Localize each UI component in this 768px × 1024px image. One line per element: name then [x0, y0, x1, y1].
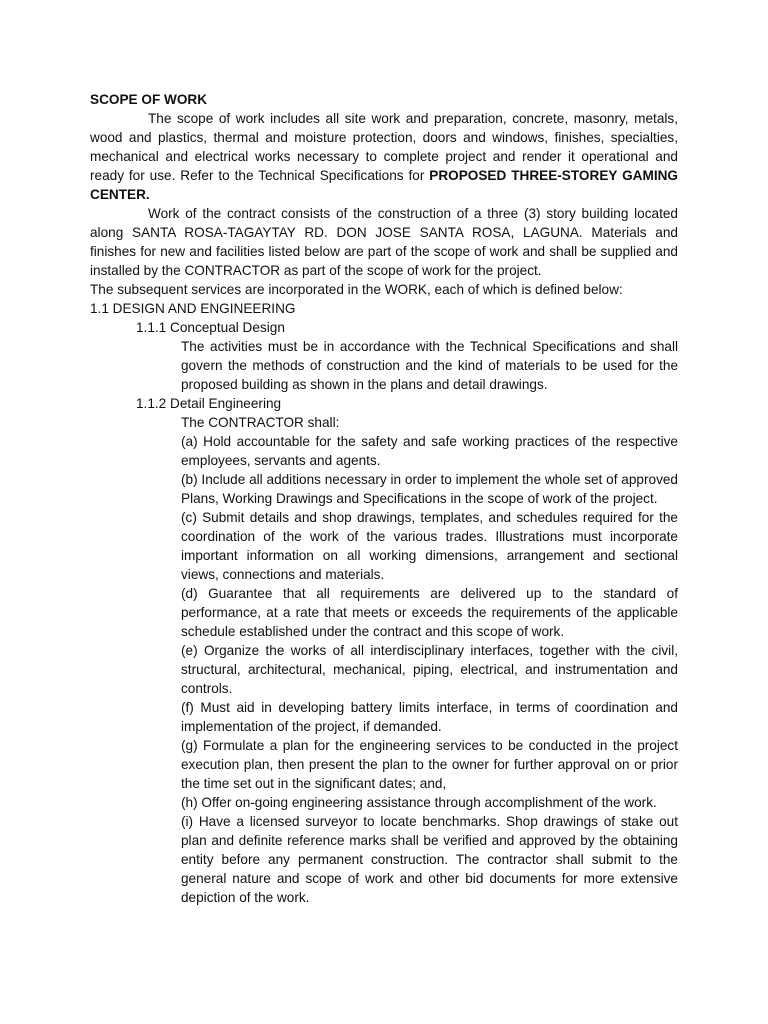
- intro-paragraph-2: Work of the contract consists of the construction of a three (3) story building located along SANTA ROSA-TAGAYTAY RD. DON JOSE SANTA ROSA, LAGUNA. Materials and finishes for new and facilities listed below are part of the scope of work and shall be supplied and installed by the CONTRACTOR as part of the scope of work for the project.: [90, 206, 678, 278]
- list-item: (d) Guarantee that all requirements are delivered up to the standard of performance, at a rate that meets or exceeds the requirements of the applicable schedule established under the contract and this scope of work.: [181, 586, 678, 639]
- subsection-heading-1-1-1: 1.1.1 Conceptual Design: [136, 320, 285, 335]
- list-item: (c) Submit details and shop drawings, templates, and schedules required for the coordination of the work of the various trades. Illustrations must incorporate important information on all working dimensions, arrangement and sectional views, connections and materials.: [181, 510, 678, 582]
- list-item: (g) Formulate a plan for the engineering services to be conducted in the project execution plan, then present the plan to the owner for further approval on or prior the time set out in the significant dates; and,: [181, 738, 678, 791]
- intro-paragraph-1-text: The scope of work includes all site work and preparation, concrete, masonry, metals, wood and plastics, thermal and moisture protection, doors and windows, finishes, specialties, mechanical and electrical works necessary to complete project and render it operational and ready for use. Refer to the Technical Specifications for: [90, 111, 678, 183]
- intro-paragraph-1: [90, 109, 678, 204]
- list-item: (e) Organize the works of all interdisciplinary interfaces, together with the civil, structural, architectural, mechanical, piping, electrical, and instrumentation and controls.: [181, 643, 678, 696]
- list-item: (a) Hold accountable for the safety and safe working practices of the respective employees, servants and agents.: [181, 434, 678, 468]
- list-item: (h) Offer on-going engineering assistance through accomplishment of the work.: [181, 795, 657, 810]
- subsection-heading-1-1-2: 1.1.2 Detail Engineering: [136, 396, 282, 411]
- list-item: (b) Include all additions necessary in order to implement the whole set of approved Plans, Working Drawings and Specifications in the scope of work of the project.: [181, 472, 678, 506]
- conceptual-design-text: The activities must be in accordance with the Technical Specifications and shall govern the methods of construction and the kind of materials to be used for the proposed building as shown in the plans and detail drawings.: [181, 339, 678, 392]
- list-item: (i) Have a licensed surveyor to locate benchmarks. Shop drawings of stake out plan and definite reference marks shall be verified and approved by the obtaining entity before any permanent construction. The contractor shall submit to the general nature and scope of work and other bid documents for more extensive depiction of the work.: [181, 814, 678, 905]
- document-title: SCOPE OF WORK: [90, 92, 208, 107]
- document-page: [90, 90, 678, 907]
- list-item: (f) Must aid in developing battery limits interface, in terms of coordination and implementation of the project, if demanded.: [181, 700, 678, 734]
- section-heading-1-1: 1.1 DESIGN AND ENGINEERING: [90, 301, 296, 316]
- project-name: PROPOSED THREE-STOREY GAMING CENTER.: [90, 168, 678, 202]
- contractor-lead: The CONTRACTOR shall:: [181, 415, 340, 430]
- intro-paragraph-3: The subsequent services are incorporated in the WORK, each of which is defined below:: [90, 282, 623, 297]
